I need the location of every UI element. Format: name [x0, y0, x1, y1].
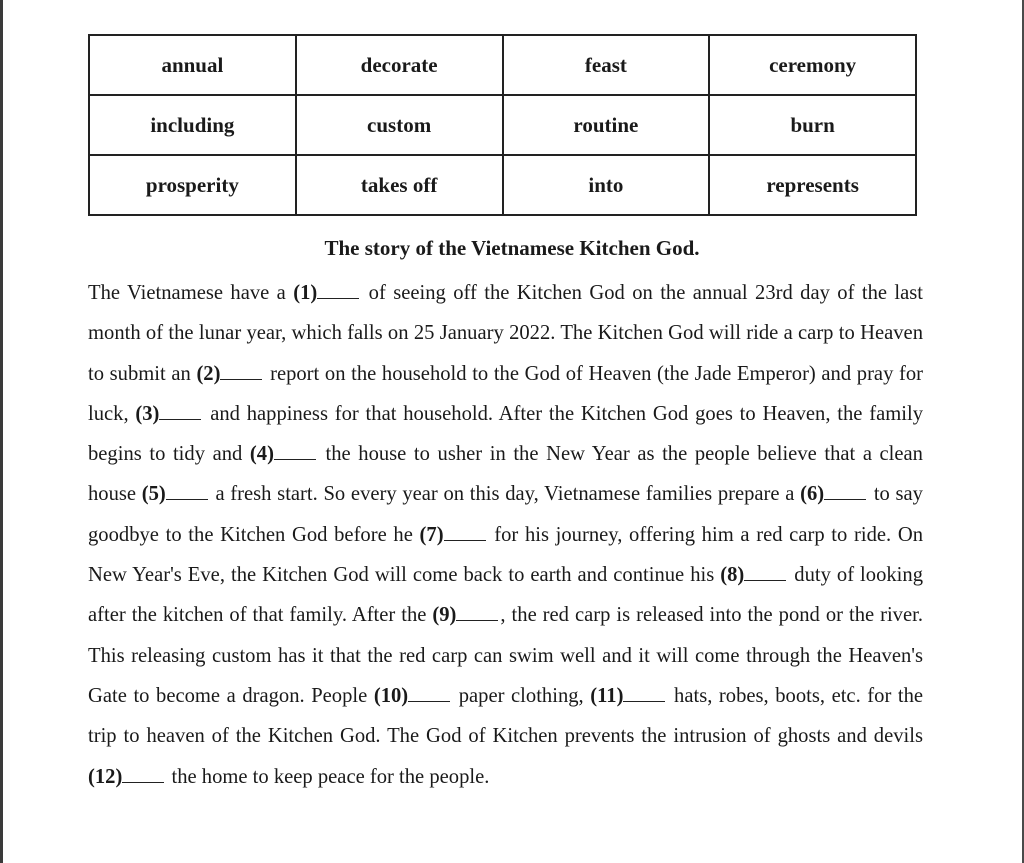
passage-segment: report on the household to the God of Heaven (the Jade Emperor) and pray for luck,	[88, 362, 924, 425]
word-bank-cell: ceremony	[709, 35, 916, 95]
passage-segment: the home to keep peace for the people.	[171, 765, 490, 788]
blank-number: (7)	[419, 523, 444, 546]
word-bank-cell: takes off	[296, 155, 503, 215]
passage-segment: of seeing off the Kitchen God on the annual 23rd day of the last month of the lunar year, which falls on 25 January 2022. The Kitchen God will ride a carp to Heaven to submit an	[88, 282, 924, 385]
word-bank-cell: feast	[503, 35, 710, 95]
word-bank-row	[89, 35, 916, 95]
passage-segment: for his journey, offering him a red carp to ride. On New Year's Eve, the Kitchen God will come back to earth and continue his	[88, 523, 923, 587]
blank-number: (4)	[249, 443, 274, 466]
blank-number: (12)	[88, 765, 123, 788]
blank-line	[623, 684, 665, 702]
word-bank-row	[89, 155, 916, 215]
passage-segment: to say goodbye to the Kitchen God before he	[88, 483, 923, 546]
word-bank-cell: prosperity	[89, 155, 296, 215]
word-bank-cell: including	[89, 95, 296, 155]
blank-number: (3)	[135, 402, 160, 425]
blank-line	[824, 482, 866, 500]
passage-segment: paper clothing,	[458, 684, 584, 707]
blank-line	[220, 362, 262, 380]
word-bank-cell: routine	[503, 95, 710, 155]
blank-line	[274, 442, 316, 460]
word-bank-table	[88, 34, 917, 216]
blank-line	[408, 684, 450, 702]
passage-segment: The Vietnamese have a	[88, 282, 286, 304]
blank-number: (8)	[720, 564, 745, 587]
blank-number: (5)	[141, 483, 166, 506]
blank-number: (2)	[196, 362, 221, 385]
word-bank-cell: burn	[709, 95, 916, 155]
word-bank-cell: annual	[89, 35, 296, 95]
passage-segment: and happiness for that household. After the Kitchen God goes to Heaven, the family begins to tidy and	[88, 402, 923, 466]
blank-line	[456, 603, 498, 621]
passage-text	[88, 273, 923, 797]
passage-segment: hats, robes, boots, etc. for the trip to heaven of the Kitchen God. The God of Kitchen prevents the intrusion of ghosts and devils	[88, 684, 924, 748]
passage-segment: , the red carp is released into the pond or the river. This releasing custom has it that the red carp can swim well and it will come through the Heaven's Gate to become a dragon. People	[88, 604, 923, 707]
passage-title: The story of the Vietnamese Kitchen God.	[324, 236, 700, 260]
blank-line	[317, 281, 359, 299]
word-bank-cell: custom	[296, 95, 503, 155]
blank-line	[122, 765, 164, 783]
page-edge-left	[0, 0, 3, 863]
word-bank-cell: into	[503, 155, 710, 215]
blank-line	[744, 563, 786, 581]
passage-segment: duty of looking after the kitchen of that family. After the	[88, 564, 923, 627]
passage-segment: a fresh start. So every year on this day, Vietnamese families prepare a	[215, 483, 795, 506]
blank-number: (11)	[590, 684, 624, 707]
word-bank-cell: represents	[709, 155, 916, 215]
passage-segment: the house to usher in the New Year as the people believe that a clean house	[88, 443, 923, 506]
word-bank-cell: decorate	[296, 35, 503, 95]
blank-number: (6)	[800, 483, 825, 506]
blank-number: (10)	[373, 684, 409, 707]
blank-line	[166, 482, 208, 500]
word-bank-row	[89, 95, 916, 155]
blank-line	[444, 523, 486, 541]
blank-number: (9)	[432, 604, 457, 627]
blank-line	[159, 402, 201, 420]
blank-number: (1)	[293, 282, 318, 304]
